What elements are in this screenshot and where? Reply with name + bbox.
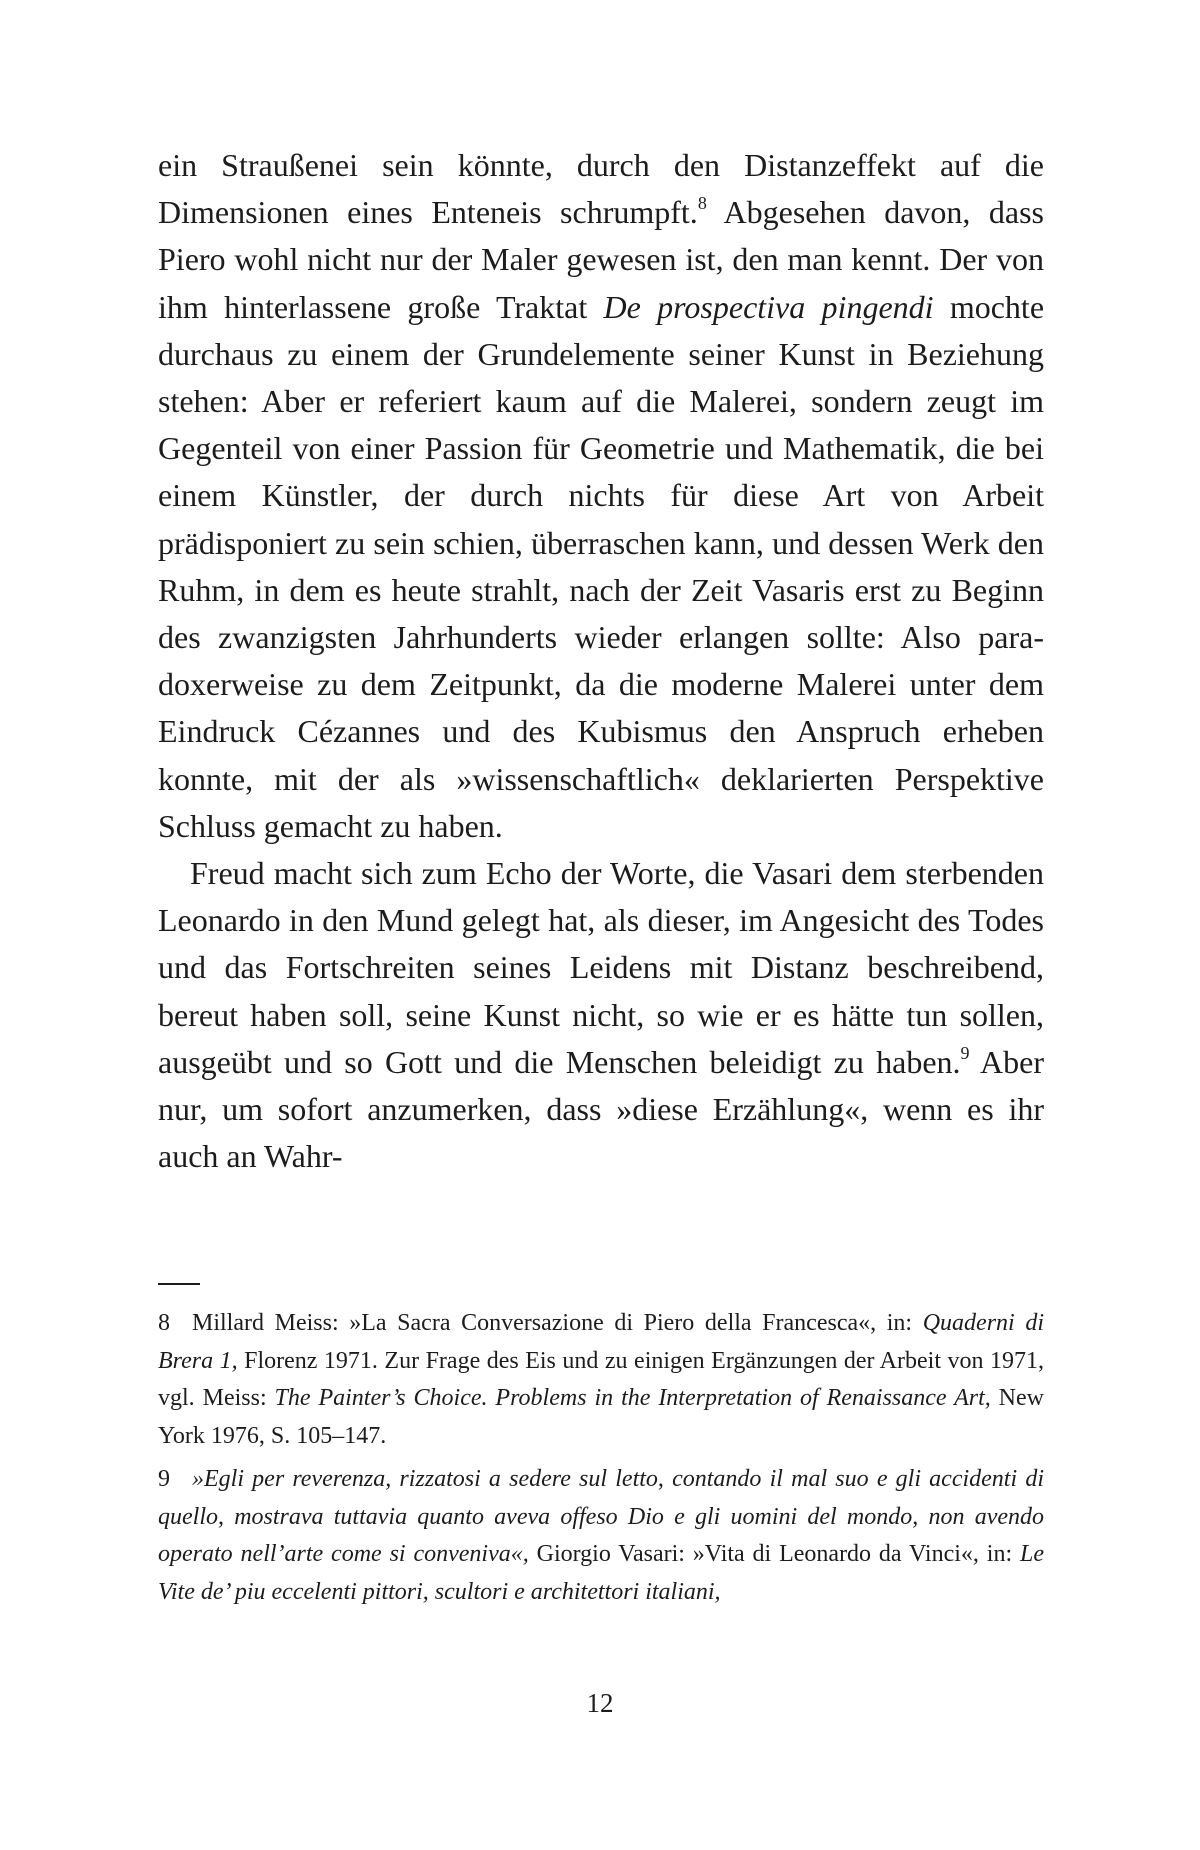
treatise-title: De prospectiva pingendi — [603, 288, 934, 325]
footnote-8: 8 Millard Meiss: »La Sacra Conversazione di Piero della Francesca«, in: Quaderni di Brera 1, Florenz 1971. Zur Frage des Eis und zu einigen Ergänzungen der Arbeit von 1971, vgl. Meiss: The Painter’s Choice. Problems in the Interpretation of Renaissance Art, New York 1976, S. 105–147. — [158, 1305, 1044, 1455]
footnote-number: 8 — [158, 1310, 170, 1336]
footnote-number: 9 — [158, 1466, 170, 1492]
footnote-marker: 8 — [697, 193, 707, 214]
footnotes — [158, 1305, 1044, 1617]
paragraph: Freud macht sich zum Echo der Worte, die Vasari dem sterbenden Leonardo in den Mund gelegt hat, als dieser, im Angesicht des Todes und das Fortschreiten seines Leidens mit Distanz beschreibend, bereut haben soll, seine Kunst nicht, so wie er es hätte tun sollen, ausgeübt und so Gott und die Menschen beleidigt zu haben.$^9$ Aber nur, um sofort anzumerken, dass »diese Erzählung«, wenn es ihr auch an Wahr- — [158, 855, 1045, 1175]
paragraph: ein Straußenei sein könnte, durch den Distanzeffekt auf die Dimensionen eines Enteneis schrumpft.$^8$ Abgesehen davon, dass Piero wohl nicht nur der Maler gewesen ist, den man kennt. Der von ihm hinterlassene große Traktat De prospectiva pingendi mochte durchaus zu einem der Grundelemente seiner Kunst in Beziehung stehen: Aber er referiert kaum auf die Malerei, sondern zeugt im Gegenteil von einer Passion für Geometrie und Mathematik, die bei einem Künstler, der durch nichts für diese Art von Arbeit prädisponiert zu sein schien, überraschen kann, und dessen Werk den Ruhm, in dem es heute strahlt, nach der Zeit Vasaris erst zu Beginn des zwanzigsten Jahrhunderts wieder erlangen sollte: Also paradoxerweise zu dem Zeitpunkt, da die moderne Malerei unter dem Eindruck Cézannes und des Kubismus den Anspruch erheben konnte, mit der als »wissenschaftlich« deklarierten Perspektive Schluss gemacht zu haben. — [158, 147, 1045, 844]
page-number: 12 — [586, 1688, 614, 1718]
footnote-9: 9 »Egli per reverenza, rizzatosi a sedere sul letto, contando il mal suo e gli accidenti di quello, mostrava tuttavia quanto aveva offeso Dio e gli uomini del mondo, non avendo operato nell’arte come si conveniva«, Giorgio Vasari: »Vita di Leonardo da Vinci«, in: Le Vite de’ piu eccelenti pittori, scultori e architettori italiani, — [158, 1461, 1044, 1611]
footnote-divider — [158, 1283, 200, 1285]
footnote-marker: 9 — [960, 1042, 970, 1063]
body-text — [158, 142, 1044, 1180]
